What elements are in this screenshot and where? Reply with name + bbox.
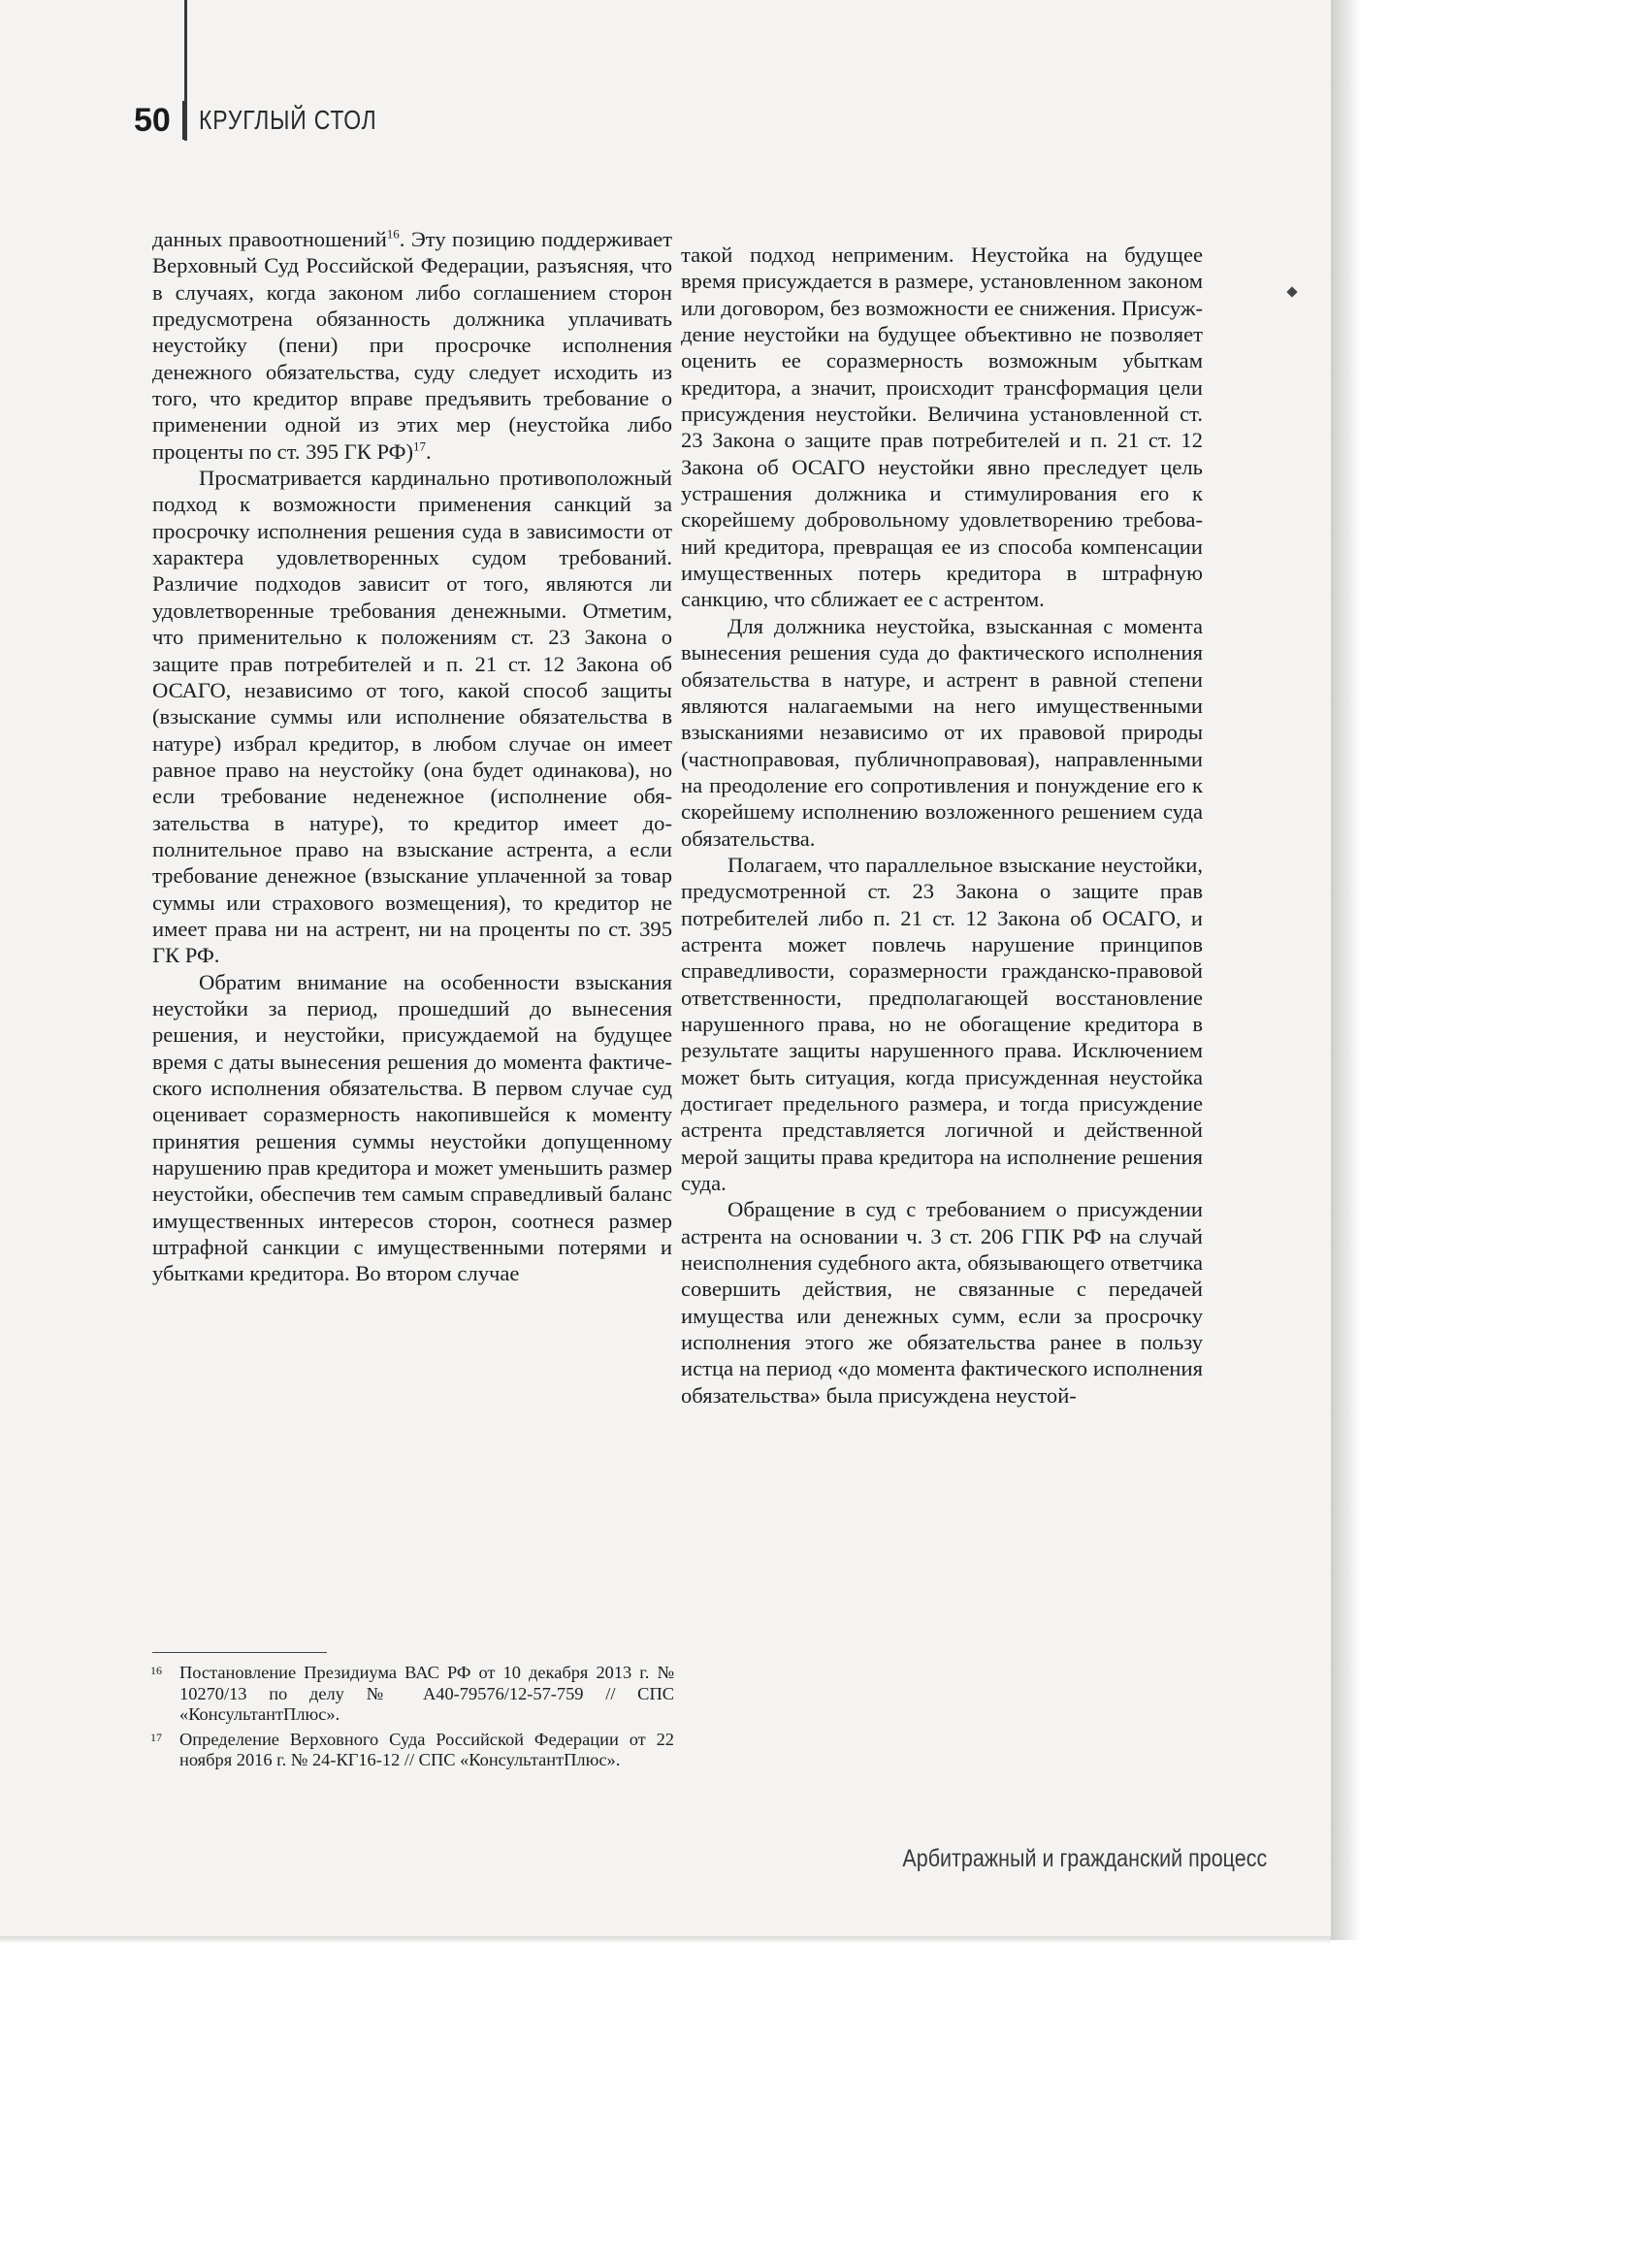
footnote-ref-16: 16 bbox=[386, 226, 400, 242]
paragraph: данных правоотношений$^{16}$. Эту позицию поддерживает Верховный Суд Российской Федерации, разъясняя, что в случаях, когда законом либо соглашением сторон предусмотрена обязанность должника уплачивать неустойку (пени) при просрочке исполнения денежного обязательства, суду следует исходить из того, что кредитор вправе предъявить требование о применении одной из этих мер (неустойка либо проценты по ст. 395 ГК РФ)$^{17}$. bbox=[152, 226, 672, 464]
paragraph: такой подход неприменим. Неустойка на будущее время присуждается в размере, установленном законом или договором, без возможности ее снижения. Присуждение неустойки на будущее объективно не позволяет оценить ее соразмерность возможным убыткам кредитора, а значит, происходит трансформация цели присуждения неустойки. Величина установленной ст. 23 Закона о защите прав потребителей и п. 21 ст. 12 Закона об ОСАГО неустойки явно преследует цель устрашения должника и стимулирования его к скорейшему добровольному удовлетворению требований кредитора, превращая ее из способа компенсации имущественных потерь кредитора в штрафную санкцию, что сближает ее с астрентом. bbox=[681, 243, 1203, 612]
paragraph: Для должника неустойка, взысканная с момента вынесения решения суда до фактического исполнения обязательства в натуре, и астрент в равной степени являются налагаемыми на него имущественными взысканиями независимо от их правовой природы (частноправовая, публичноправовая), направленными на преодоление его сопротивления и понуждение его к скорейшему исполнению возложенного решением суда обязательства. bbox=[681, 613, 1203, 851]
footnote-text: Постановление Президиума ВАС РФ от 10 декабря 2013 г. № 10270/13 по делу № А40-79576/12-57-759 // СПС «КонсультантПлюс». bbox=[179, 1663, 674, 1724]
footnote-16 bbox=[150, 1663, 674, 1726]
paragraph: Обратим внимание на особенности взыскания неустойки за период, прошедший до вынесения решения, и неустойки, присуждаемой на будущее время с даты вынесения решения до момента фактического исполнения обязательства. В первом случае суд оценивает соразмерность накопившейся к моменту принятия решения суммы неустойки допущенному нарушению прав кредитора и может уменьшить размер неустойки, обеспечив тем самым справедливый баланс имущественных интересов сторон, соотнеся размер штрафной санкции с имущественными потерями и убытками кредитора. Во втором случае bbox=[152, 969, 672, 1286]
footnote-rule bbox=[152, 1652, 327, 1653]
header-divider bbox=[182, 101, 185, 140]
page-bottom-shadow bbox=[0, 1936, 1331, 1944]
footnote-number: 17 bbox=[150, 1730, 162, 1744]
footnotes bbox=[150, 1663, 674, 1775]
footnote-17 bbox=[150, 1730, 674, 1771]
footnote-ref-17: 17 bbox=[413, 438, 427, 454]
footnote-number: 16 bbox=[150, 1664, 162, 1677]
paragraph: Просматривается кардинально противоположный подход к возможности применения санкций за просрочку исполнения решения суда в зависимости от характера удовлетворенных судом требований. Различие подходов зависит от того, являются ли удовлетворенные требования денежными. Отметим, что применительно к положениям ст. 23 Закона о защите прав потребителей и п. 21 ст. 12 Закона об ОСАГО, независимо от того, какой способ защиты (взыскание суммы или исполнение обязательства в натуре) избрал кредитор, в любом случае он имеет равное право на неустойку (она будет одинакова), но если требование неденежное (исполнение обязательства в натуре), то кредитор имеет дополнительное право на взыскание астрента, а если требование денежное (взыскание уплаченной за товар суммы или страхового возмещения), то кредитор не имеет права ни на астрент, ни на проценты по ст. 395 ГК РФ. bbox=[152, 466, 672, 968]
page-number: 50 bbox=[134, 101, 171, 139]
section-title: КРУГЛЫЙ СТОЛ bbox=[198, 105, 377, 135]
paragraph: Полагаем, что параллельное взыскание неустойки, предусмотренной ст. 23 Закона о защите прав потребителей либо п. 21 ст. 12 Закона об ОСАГО, и астрента может повлечь нарушение принципов справедливости, соразмерности гражданско-правовой ответственности, предполагающей восстановление нарушенного права, но не обогащение кредитора в результате защиты нарушенного права. Исключением может быть ситуация, когда присужденная неустойка достигает предельного размера, и тогда присуждение астрента представляется логичной и действенной мерой защиты права кредитора на исполнение решения суда. bbox=[681, 852, 1203, 1196]
running-footer: Арбитражный и гражданский процесс bbox=[902, 1845, 1268, 1872]
page-edge-shadow bbox=[1331, 0, 1360, 1940]
footnote-text: Определение Верховного Суда Российской Федерации от 22 ноября 2016 г. № 24-КГ16-12 // СПС «КонсультантПлюс». bbox=[179, 1729, 674, 1769]
left-column bbox=[152, 226, 672, 1287]
running-header bbox=[134, 99, 416, 142]
paragraph: Обращение в суд с требованием о присуждении астрента на основании ч. 3 ст. 206 ГПК РФ на случай неисполнения судебного акта, обязывающего ответчика совершить действия, не связанные с передачей имущества или денежных сумм, если за просрочку исполнения этого же обязательства ранее в пользу истца на период «до момента фактического исполнения обязательства» была присуждена неустой- bbox=[681, 1197, 1203, 1408]
right-column bbox=[681, 242, 1203, 1409]
